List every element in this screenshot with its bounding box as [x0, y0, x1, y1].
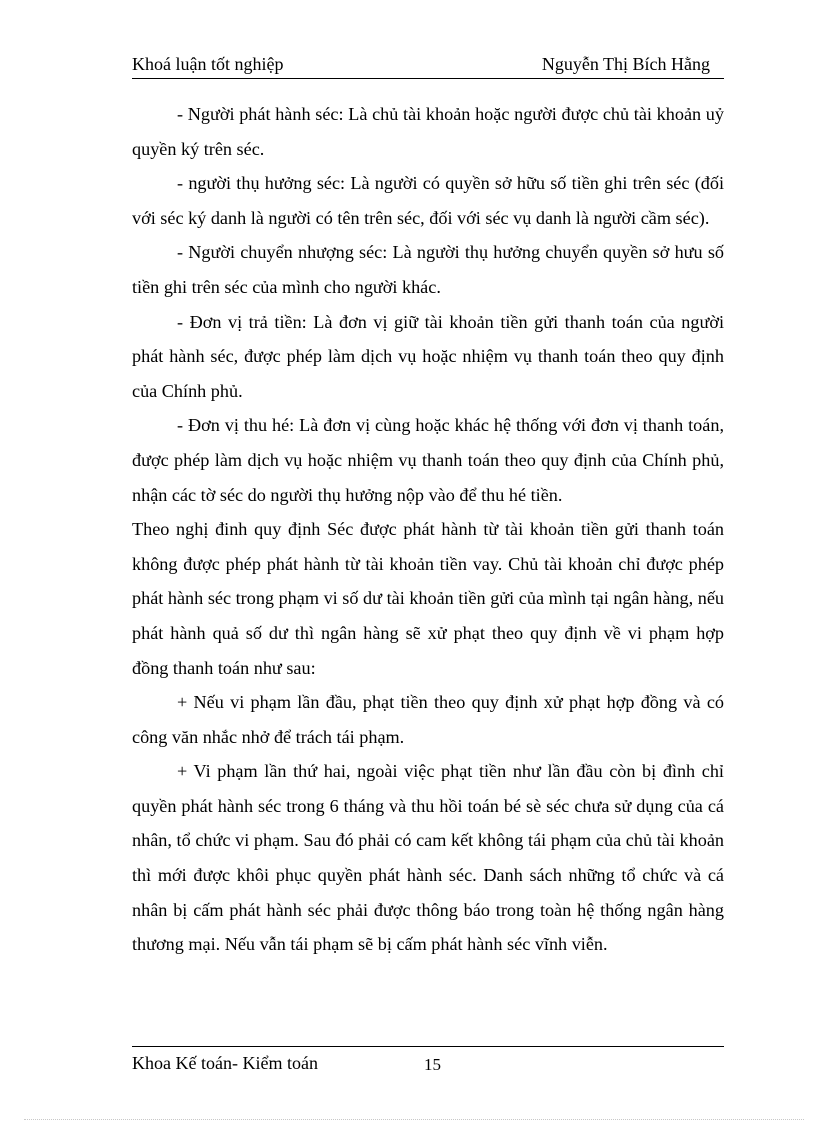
paragraph-regulation: Theo nghị đinh quy định Séc được phát hành từ tài khoản tiền gửi thanh toán không được phép phát hành từ tài khoản tiền vay. Chủ tài khoản chỉ được phép phát hành séc trong phạm vi số dư tài khoản tiền gửi của mình tại ngân hàng, nếu phát hành quả số dư thì ngân hàng sẽ xử phạt theo quy định về vi phạm hợp đồng thanh toán như sau:	[132, 519, 724, 678]
paragraph-issuer: - Người phát hành séc: Là chủ tài khoản hoặc người được chủ tài khoản uỷ quyền ký trên séc.	[132, 104, 724, 159]
footer-faculty: Khoa Kế toán- Kiểm toán	[132, 1053, 318, 1073]
paragraph-transferor: - Người chuyển nhượng séc: Là người thụ hưởng chuyển quyền sở hưu số tiền ghi trên séc của mình cho người khác.	[132, 242, 724, 297]
page-bottom-divider	[24, 1119, 804, 1120]
paragraph-first-violation: + Nếu vi phạm lần đầu, phạt tiền theo quy định xử phạt hợp đồng và có công văn nhắc nhở để trách tái phạm.	[132, 692, 724, 747]
header-thesis-title: Khoá luận tốt nghiệp	[132, 54, 284, 74]
page-number: 15	[424, 1055, 441, 1074]
paragraph-collecting-unit: - Đơn vị thu hé: Là đơn vị cùng hoặc khác hệ thống với đơn vị thanh toán, được phép làm dịch vụ hoặc nhiệm vụ thanh toán theo quy định của Chính phủ, nhận các tờ séc do người thụ hưởng nộp vào để thu hé tiền.	[132, 415, 724, 505]
paragraph-second-violation: + Vi phạm lần thứ hai, ngoài việc phạt tiền như lần đầu còn bị đình chỉ quyền phát hành séc trong 6 tháng và thu hồi toán bé sè séc chưa sử dụng của cá nhân, tổ chức vi phạm. Sau đó phải có cam kết không tái phạm của chủ tài khoản thì mới được khôi phục quyền phát hành séc. Danh sách những tổ chức và cá nhân bị cấm phát hành séc phải được thông báo trong toàn hệ thống ngân hàng thương mại. Nếu vẫn tái phạm sẽ bị cấm phát hành séc vĩnh viễn.	[132, 761, 724, 955]
paragraph-beneficiary: - người thụ hưởng séc: Là người có quyền sở hữu số tiền ghi trên séc (đối với séc ký danh là người có tên trên séc, đối với séc vụ danh là người cầm séc).	[132, 173, 724, 228]
document-body	[132, 97, 724, 962]
page-header	[132, 50, 724, 79]
paragraph-paying-unit: - Đơn vị trả tiền: Là đơn vị giữ tài khoản tiền gửi thanh toán của người phát hành séc, được phép làm dịch vụ hoặc nhiệm vụ thanh toán theo quy định của Chính phủ.	[132, 311, 724, 401]
page-footer	[132, 1046, 724, 1074]
header-author-name: Nguyễn Thị Bích Hằng	[541, 54, 710, 74]
